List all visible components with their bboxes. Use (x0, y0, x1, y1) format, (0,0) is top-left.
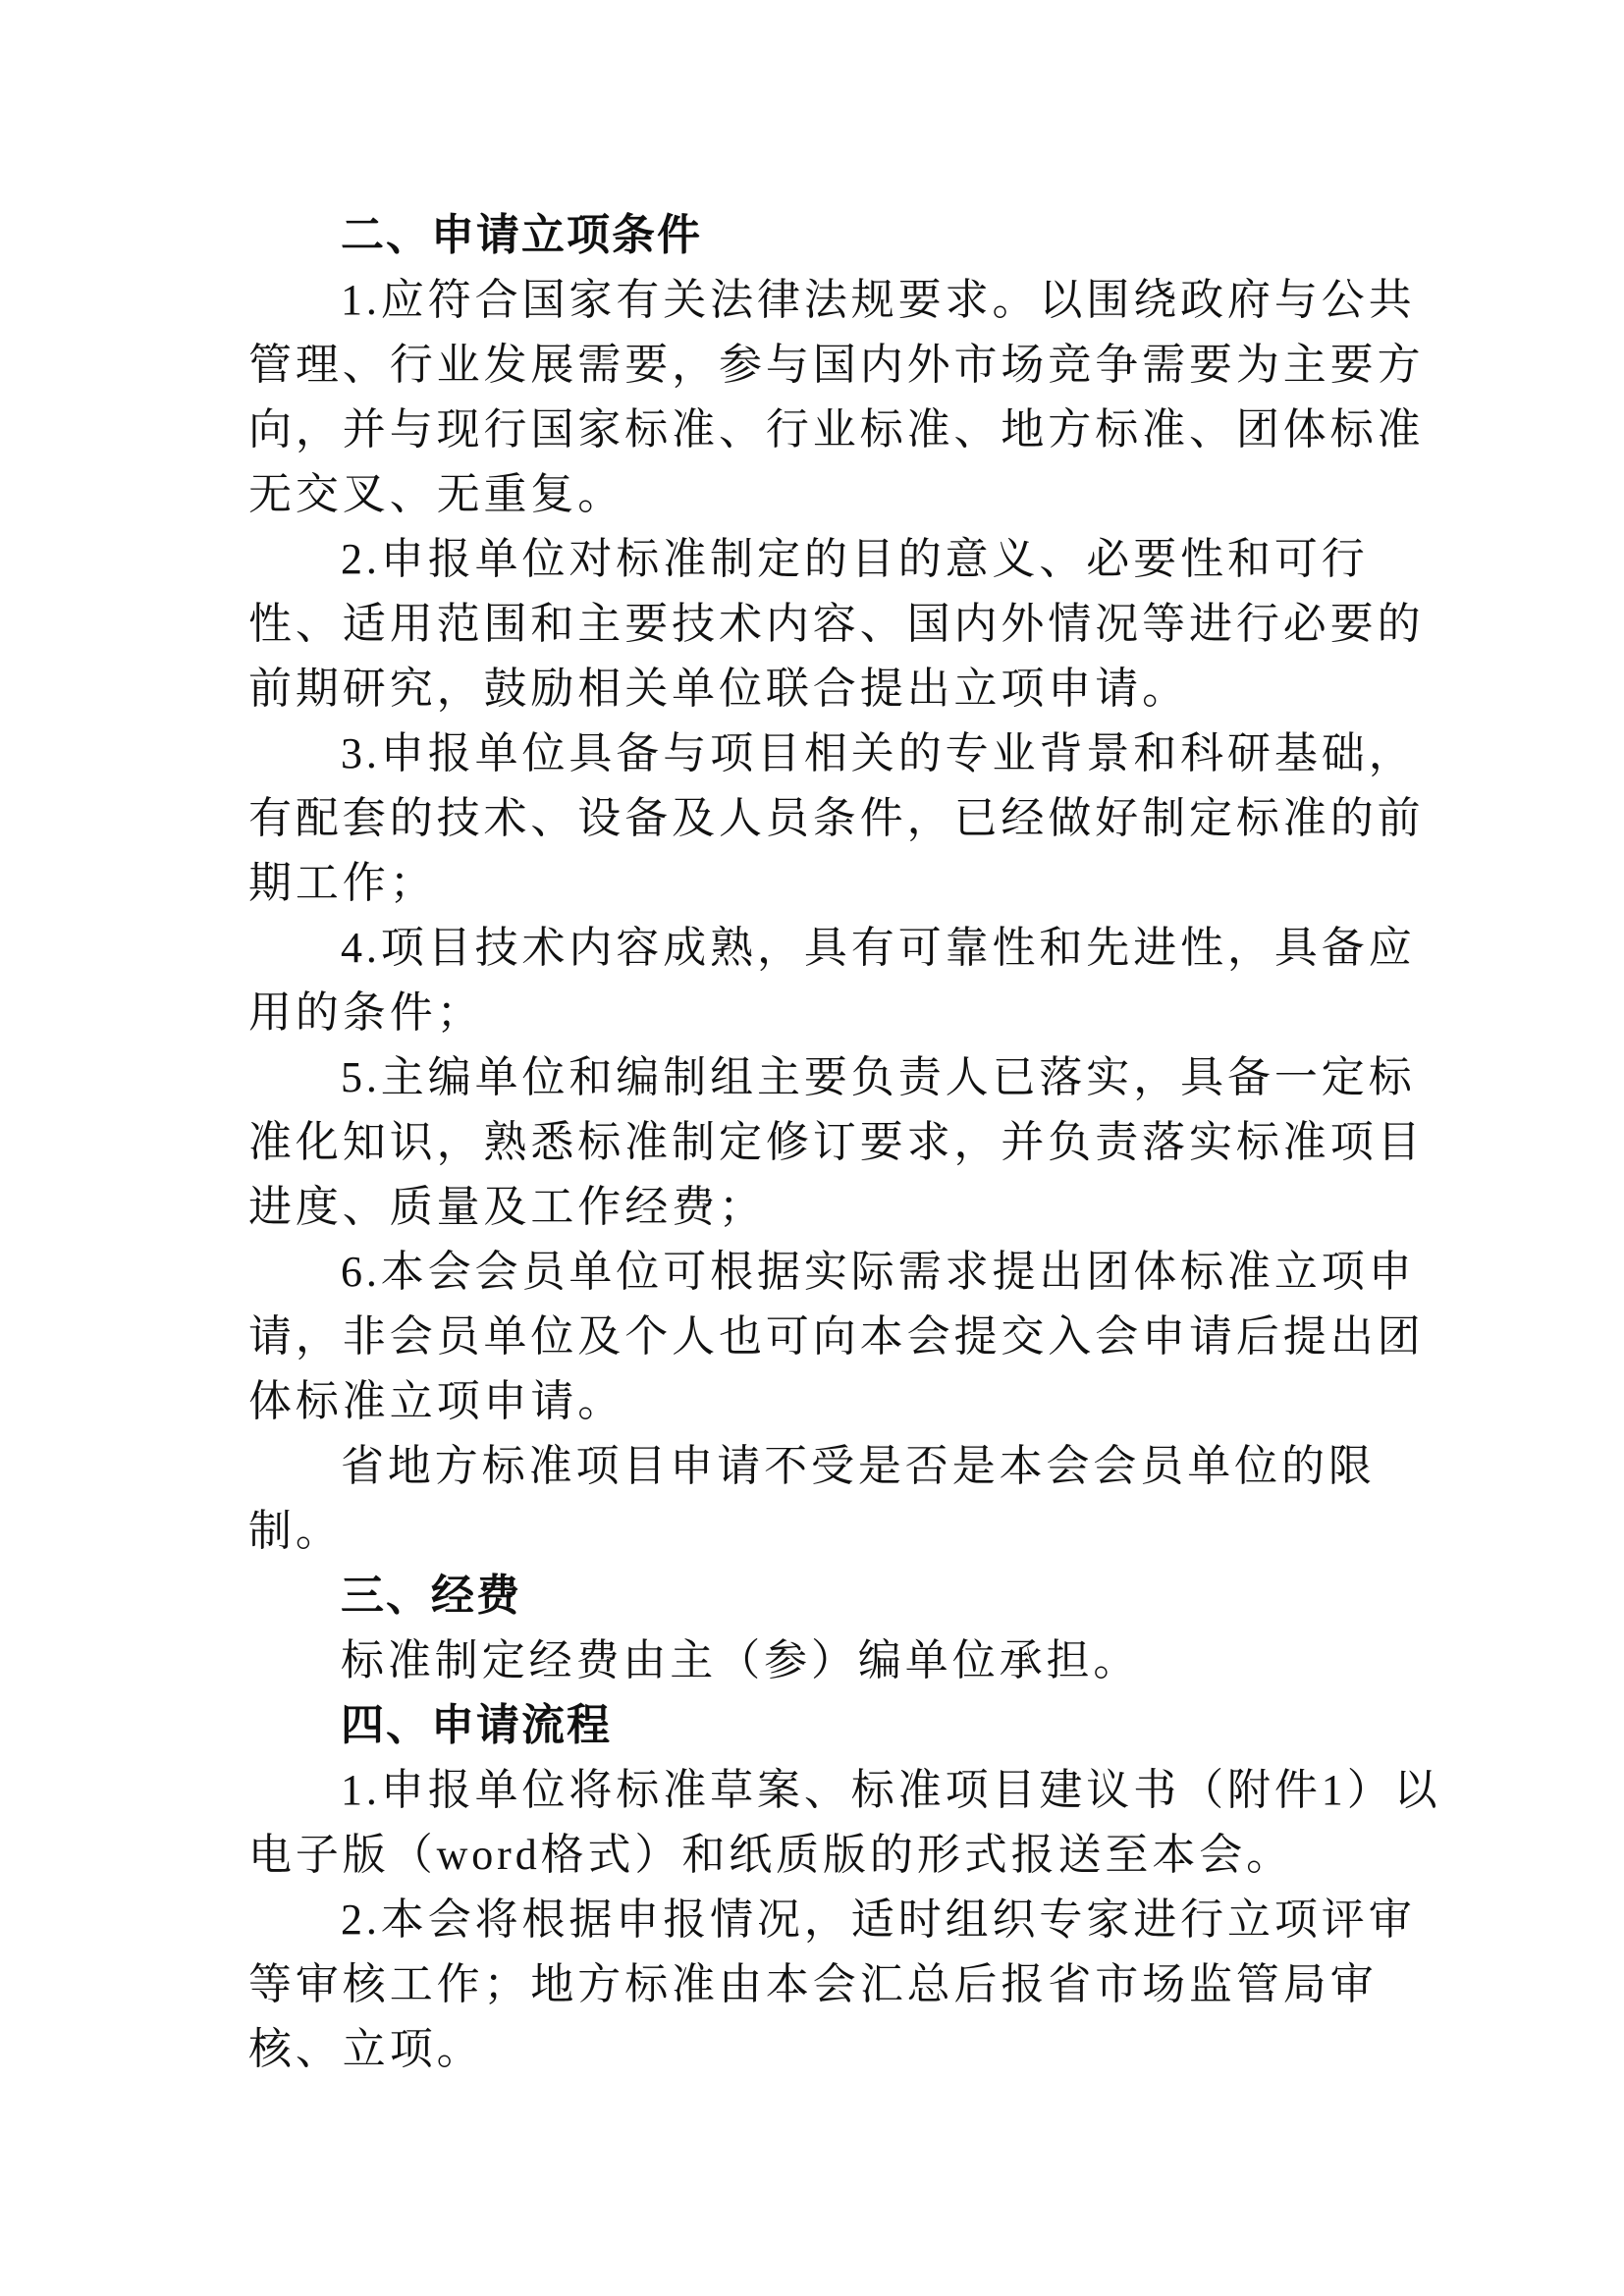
text-line: 有配套的技术、设备及人员条件，已经做好制定标准的前 (248, 794, 1425, 842)
paragraph-condition-5 (248, 1045, 1425, 1240)
text-line: 前期研究，鼓励相关单位联合提出立项申请。 (248, 665, 1189, 713)
section-heading-process: 四、申请流程 (341, 1700, 612, 1750)
text-line: 6.本会会员单位可根据实际需求提出团体标准立项申 (341, 1248, 1416, 1296)
text-line: 标准制定经费由主（参）编单位承担。 (341, 1636, 1141, 1684)
text-line: 向，并与现行国家标准、行业标准、地方标准、团体标准 (248, 405, 1425, 454)
text-line: 进度、质量及工作经费； (248, 1183, 766, 1231)
paragraph-condition-1 (248, 268, 1425, 527)
text-line: 2.本会将根据申报情况，适时组织专家进行立项评审 (341, 1896, 1416, 1944)
text-line: 1.申报单位将标准草案、标准项目建议书（附件1）以 (341, 1766, 1441, 1814)
paragraph-condition-3 (248, 721, 1425, 916)
paragraph-process-1 (248, 1758, 1441, 1888)
text-line: 省地方标准项目申请不受是否是本会会员单位的限 (341, 1442, 1376, 1490)
text-line: 2.申报单位对标准制定的目的意义、必要性和可行 (341, 535, 1369, 583)
text-line: 核、立项。 (248, 2025, 484, 2073)
paragraph-funding (248, 1629, 1387, 1693)
text-line: 管理、行业发展需要，参与国内外市场竞争需要为主要方 (248, 341, 1425, 389)
text-line: 性、适用范围和主要技术内容、国内外情况等进行必要的 (248, 600, 1425, 648)
text-line: 3.申报单位具备与项目相关的专业背景和科研基础， (341, 729, 1416, 777)
paragraph-condition-6 (248, 1240, 1425, 1434)
paragraph-condition-2 (248, 527, 1425, 721)
text-line: 4.项目技术内容成熟，具有可靠性和先进性，具备应 (341, 924, 1416, 972)
section-heading-funding: 三、经费 (341, 1571, 521, 1621)
text-line: 无交叉、无重复。 (248, 470, 625, 518)
text-line: 5.主编单位和编制组主要负责人已落实，具备一定标 (341, 1053, 1416, 1101)
text-line: 期工作； (248, 859, 437, 907)
paragraph-local-standard-note (248, 1434, 1387, 1564)
text-line: 体标准立项申请。 (248, 1377, 625, 1425)
text-line: 电子版（word格式）和纸质版的形式报送至本会。 (248, 1831, 1294, 1879)
text-line: 准化知识，熟悉标准制定修订要求，并负责落实标准项目 (248, 1118, 1425, 1166)
paragraph-condition-4 (248, 916, 1416, 1045)
paragraph-process-2 (248, 1888, 1416, 2082)
text-line: 制。 (248, 1507, 343, 1555)
text-line: 请，非会员单位及个人也可向本会提交入会申请后提出团 (248, 1312, 1425, 1361)
text-line: 用的条件； (248, 988, 484, 1037)
document-page (248, 203, 1441, 2082)
text-line: 等审核工作；地方标准由本会汇总后报省市场监管局审 (248, 1960, 1378, 2008)
section-heading-conditions: 二、申请立项条件 (341, 210, 702, 260)
text-line: 1.应符合国家有关法律法规要求。以围绕政府与公共 (341, 276, 1416, 324)
